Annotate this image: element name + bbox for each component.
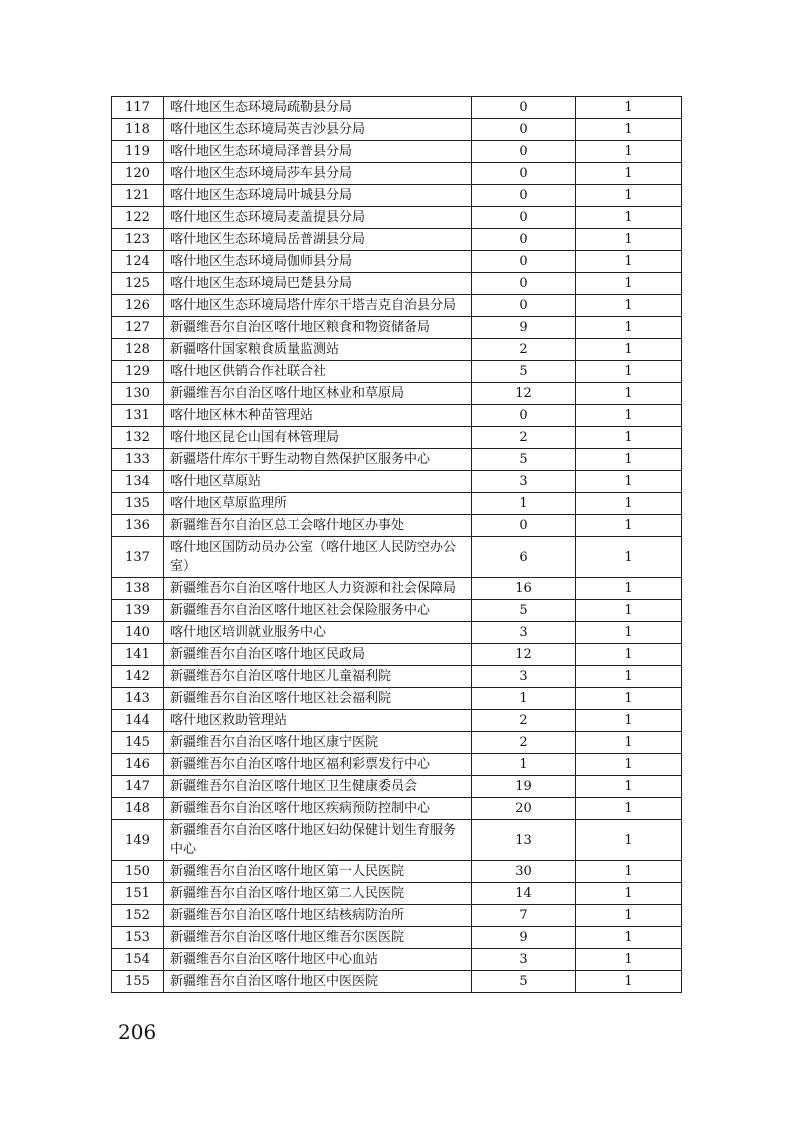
table-row xyxy=(112,578,682,600)
table-row xyxy=(112,515,682,537)
unit-name: 喀什地区生态环境局塔什库尔干塔吉克自治县分局 xyxy=(164,295,472,317)
count-value: 0 xyxy=(472,163,576,185)
count-value: 0 xyxy=(472,97,576,119)
count-value: 0 xyxy=(472,229,576,251)
row-number: 151 xyxy=(112,883,164,905)
row-number: 133 xyxy=(112,449,164,471)
unit-name: 新疆维吾尔自治区喀什地区维吾尔医医院 xyxy=(164,927,472,949)
unit-name: 新疆维吾尔自治区喀什地区疾病预防控制中心 xyxy=(164,798,472,820)
table-row xyxy=(112,97,682,119)
count-value: 14 xyxy=(472,883,576,905)
flag-value: 1 xyxy=(576,449,682,471)
flag-value: 1 xyxy=(576,405,682,427)
table-row xyxy=(112,273,682,295)
row-number: 130 xyxy=(112,383,164,405)
row-number: 136 xyxy=(112,515,164,537)
unit-name: 喀什地区生态环境局巴楚县分局 xyxy=(164,273,472,295)
unit-name: 新疆维吾尔自治区喀什地区中心血站 xyxy=(164,949,472,971)
flag-value: 1 xyxy=(576,971,682,993)
flag-value: 1 xyxy=(576,798,682,820)
flag-value: 1 xyxy=(576,361,682,383)
flag-value: 1 xyxy=(576,861,682,883)
unit-name: 喀什地区生态环境局莎车县分局 xyxy=(164,163,472,185)
count-value: 0 xyxy=(472,515,576,537)
row-number: 134 xyxy=(112,471,164,493)
unit-name: 喀什地区生态环境局疏勒县分局 xyxy=(164,97,472,119)
unit-name: 新疆维吾尔自治区喀什地区粮食和物资储备局 xyxy=(164,317,472,339)
count-value: 16 xyxy=(472,578,576,600)
row-number: 121 xyxy=(112,185,164,207)
count-value: 0 xyxy=(472,185,576,207)
count-value: 0 xyxy=(472,119,576,141)
flag-value: 1 xyxy=(576,710,682,732)
flag-value: 1 xyxy=(576,537,682,578)
row-number: 142 xyxy=(112,666,164,688)
flag-value: 1 xyxy=(576,493,682,515)
row-number: 124 xyxy=(112,251,164,273)
count-value: 5 xyxy=(472,971,576,993)
unit-name: 喀什地区供销合作社联合社 xyxy=(164,361,472,383)
table-row xyxy=(112,185,682,207)
table-row xyxy=(112,427,682,449)
unit-name: 喀什地区生态环境局岳普湖县分局 xyxy=(164,229,472,251)
row-number: 138 xyxy=(112,578,164,600)
flag-value: 1 xyxy=(576,273,682,295)
count-value: 5 xyxy=(472,361,576,383)
unit-name: 新疆维吾尔自治区喀什地区社会福利院 xyxy=(164,688,472,710)
row-number: 145 xyxy=(112,732,164,754)
row-number: 148 xyxy=(112,798,164,820)
row-number: 152 xyxy=(112,905,164,927)
row-number: 154 xyxy=(112,949,164,971)
count-value: 3 xyxy=(472,622,576,644)
table-row xyxy=(112,754,682,776)
unit-name: 新疆维吾尔自治区喀什地区福利彩票发行中心 xyxy=(164,754,472,776)
count-value: 2 xyxy=(472,732,576,754)
row-number: 144 xyxy=(112,710,164,732)
flag-value: 1 xyxy=(576,905,682,927)
count-value: 0 xyxy=(472,295,576,317)
row-number: 118 xyxy=(112,119,164,141)
flag-value: 1 xyxy=(576,229,682,251)
row-number: 125 xyxy=(112,273,164,295)
count-value: 7 xyxy=(472,905,576,927)
unit-name: 喀什地区草原监理所 xyxy=(164,493,472,515)
unit-name: 喀什地区生态环境局伽师县分局 xyxy=(164,251,472,273)
flag-value: 1 xyxy=(576,515,682,537)
count-value: 30 xyxy=(472,861,576,883)
count-value: 3 xyxy=(472,949,576,971)
flag-value: 1 xyxy=(576,185,682,207)
page-number: 206 xyxy=(118,1020,157,1044)
data-table xyxy=(111,96,682,993)
table-row xyxy=(112,798,682,820)
flag-value: 1 xyxy=(576,600,682,622)
unit-name: 喀什地区草原站 xyxy=(164,471,472,493)
unit-name: 喀什地区培训就业服务中心 xyxy=(164,622,472,644)
table-row xyxy=(112,820,682,861)
flag-value: 1 xyxy=(576,927,682,949)
table-row xyxy=(112,732,682,754)
unit-name: 新疆维吾尔自治区喀什地区结核病防治所 xyxy=(164,905,472,927)
row-number: 147 xyxy=(112,776,164,798)
table-row xyxy=(112,361,682,383)
row-number: 146 xyxy=(112,754,164,776)
table-row xyxy=(112,688,682,710)
table-row xyxy=(112,405,682,427)
count-value: 2 xyxy=(472,427,576,449)
table-row xyxy=(112,207,682,229)
flag-value: 1 xyxy=(576,119,682,141)
row-number: 127 xyxy=(112,317,164,339)
unit-name: 新疆维吾尔自治区喀什地区儿童福利院 xyxy=(164,666,472,688)
flag-value: 1 xyxy=(576,883,682,905)
table-row xyxy=(112,163,682,185)
table-row xyxy=(112,251,682,273)
flag-value: 1 xyxy=(576,688,682,710)
unit-name: 新疆维吾尔自治区喀什地区第二人民医院 xyxy=(164,883,472,905)
row-number: 117 xyxy=(112,97,164,119)
unit-name: 新疆维吾尔自治区喀什地区林业和草原局 xyxy=(164,383,472,405)
row-number: 139 xyxy=(112,600,164,622)
unit-name: 喀什地区生态环境局泽普县分局 xyxy=(164,141,472,163)
table-row xyxy=(112,666,682,688)
unit-name: 新疆维吾尔自治区喀什地区妇幼保健计划生育服务中心 xyxy=(164,820,472,861)
row-number: 132 xyxy=(112,427,164,449)
count-value: 19 xyxy=(472,776,576,798)
flag-value: 1 xyxy=(576,339,682,361)
count-value: 2 xyxy=(472,710,576,732)
row-number: 123 xyxy=(112,229,164,251)
unit-name: 喀什地区生态环境局英吉沙县分局 xyxy=(164,119,472,141)
row-number: 129 xyxy=(112,361,164,383)
count-value: 6 xyxy=(472,537,576,578)
flag-value: 1 xyxy=(576,295,682,317)
count-value: 0 xyxy=(472,405,576,427)
unit-name: 新疆维吾尔自治区喀什地区中医医院 xyxy=(164,971,472,993)
row-number: 120 xyxy=(112,163,164,185)
flag-value: 1 xyxy=(576,622,682,644)
row-number: 141 xyxy=(112,644,164,666)
flag-value: 1 xyxy=(576,141,682,163)
row-number: 143 xyxy=(112,688,164,710)
row-number: 137 xyxy=(112,537,164,578)
table-row xyxy=(112,141,682,163)
table-row xyxy=(112,622,682,644)
count-value: 0 xyxy=(472,273,576,295)
unit-name: 喀什地区国防动员办公室（喀什地区人民防空办公室） xyxy=(164,537,472,578)
table-row xyxy=(112,449,682,471)
unit-name: 喀什地区生态环境局麦盖提县分局 xyxy=(164,207,472,229)
unit-name: 喀什地区昆仑山国有林管理局 xyxy=(164,427,472,449)
table-body xyxy=(112,97,682,993)
flag-value: 1 xyxy=(576,427,682,449)
row-number: 153 xyxy=(112,927,164,949)
table-row xyxy=(112,971,682,993)
unit-name: 新疆维吾尔自治区喀什地区民政局 xyxy=(164,644,472,666)
table-row xyxy=(112,295,682,317)
table-row xyxy=(112,644,682,666)
row-number: 155 xyxy=(112,971,164,993)
row-number: 140 xyxy=(112,622,164,644)
count-value: 12 xyxy=(472,383,576,405)
flag-value: 1 xyxy=(576,949,682,971)
table-row xyxy=(112,776,682,798)
unit-name: 新疆维吾尔自治区喀什地区卫生健康委员会 xyxy=(164,776,472,798)
count-value: 5 xyxy=(472,449,576,471)
count-value: 12 xyxy=(472,644,576,666)
flag-value: 1 xyxy=(576,754,682,776)
flag-value: 1 xyxy=(576,471,682,493)
table-row xyxy=(112,383,682,405)
count-value: 0 xyxy=(472,141,576,163)
count-value: 13 xyxy=(472,820,576,861)
unit-name: 新疆维吾尔自治区喀什地区人力资源和社会保障局 xyxy=(164,578,472,600)
count-value: 5 xyxy=(472,600,576,622)
unit-name: 新疆维吾尔自治区喀什地区第一人民医院 xyxy=(164,861,472,883)
flag-value: 1 xyxy=(576,776,682,798)
unit-name: 新疆喀什国家粮食质量监测站 xyxy=(164,339,472,361)
flag-value: 1 xyxy=(576,207,682,229)
table-row xyxy=(112,861,682,883)
table-row xyxy=(112,471,682,493)
count-value: 3 xyxy=(472,666,576,688)
unit-name: 新疆维吾尔自治区喀什地区社会保险服务中心 xyxy=(164,600,472,622)
row-number: 131 xyxy=(112,405,164,427)
flag-value: 1 xyxy=(576,820,682,861)
count-value: 1 xyxy=(472,754,576,776)
flag-value: 1 xyxy=(576,578,682,600)
row-number: 150 xyxy=(112,861,164,883)
count-value: 0 xyxy=(472,251,576,273)
table-row xyxy=(112,119,682,141)
table-row xyxy=(112,949,682,971)
table-row xyxy=(112,883,682,905)
count-value: 3 xyxy=(472,471,576,493)
flag-value: 1 xyxy=(576,317,682,339)
row-number: 135 xyxy=(112,493,164,515)
unit-name: 喀什地区生态环境局叶城县分局 xyxy=(164,185,472,207)
table-row xyxy=(112,905,682,927)
flag-value: 1 xyxy=(576,666,682,688)
count-value: 2 xyxy=(472,339,576,361)
flag-value: 1 xyxy=(576,163,682,185)
table-row xyxy=(112,927,682,949)
count-value: 9 xyxy=(472,927,576,949)
unit-name: 喀什地区林木种苗管理站 xyxy=(164,405,472,427)
row-number: 122 xyxy=(112,207,164,229)
table-row xyxy=(112,493,682,515)
flag-value: 1 xyxy=(576,97,682,119)
flag-value: 1 xyxy=(576,644,682,666)
row-number: 119 xyxy=(112,141,164,163)
table-row xyxy=(112,229,682,251)
flag-value: 1 xyxy=(576,251,682,273)
count-value: 20 xyxy=(472,798,576,820)
count-value: 1 xyxy=(472,493,576,515)
table-row xyxy=(112,710,682,732)
table-row xyxy=(112,600,682,622)
row-number: 126 xyxy=(112,295,164,317)
unit-name: 新疆维吾尔自治区总工会喀什地区办事处 xyxy=(164,515,472,537)
flag-value: 1 xyxy=(576,732,682,754)
table-row xyxy=(112,537,682,578)
row-number: 128 xyxy=(112,339,164,361)
unit-name: 新疆塔什库尔干野生动物自然保护区服务中心 xyxy=(164,449,472,471)
table-row xyxy=(112,317,682,339)
flag-value: 1 xyxy=(576,383,682,405)
unit-name: 喀什地区救助管理站 xyxy=(164,710,472,732)
count-value: 0 xyxy=(472,207,576,229)
table-row xyxy=(112,339,682,361)
unit-name: 新疆维吾尔自治区喀什地区康宁医院 xyxy=(164,732,472,754)
count-value: 1 xyxy=(472,688,576,710)
count-value: 9 xyxy=(472,317,576,339)
row-number: 149 xyxy=(112,820,164,861)
